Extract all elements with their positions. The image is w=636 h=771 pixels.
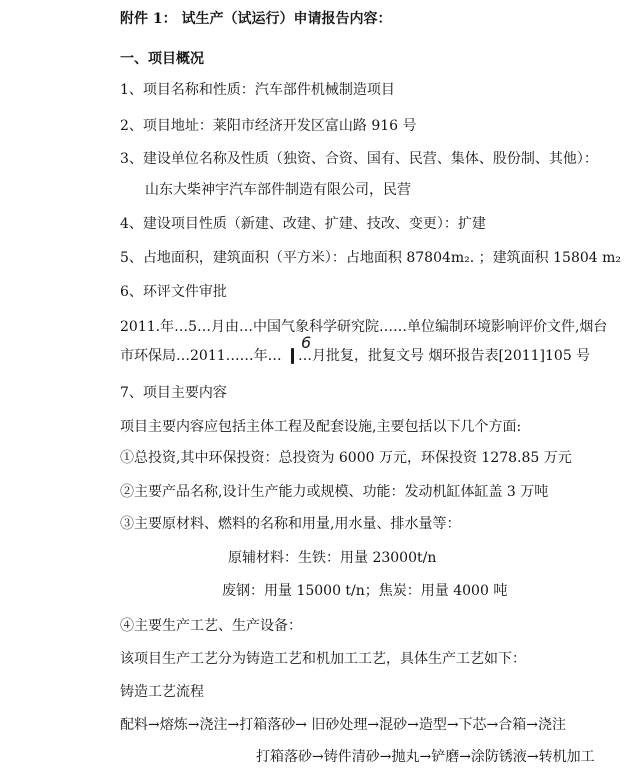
approval-line-2-start: 市环保局…2011……年… [120,348,282,364]
content-materials: ③主要原材料、燃料的名称和用量,用水量、排水量等： [120,516,461,532]
handwritten-mark [291,348,294,364]
item-area: 5、占地面积，建筑面积（平方米）：占地面积 87804m₂. ；建筑面积 15804 m₂ [120,250,622,266]
content-investment: ①总投资,其中环保投资：总投资为 6000 万元，环保投资 1278.85 万元 [120,450,572,466]
section-heading-project-overview: 一、项目概况 [120,51,204,67]
casting-flow-line-2: 打箱落砂→铸件清砂→抛丸→铲磨→涂防锈液→转机加工 [256,749,595,765]
item-project-type: 4、建设项目性质（新建、改建、扩建、技改、变更）：扩建 [120,216,486,232]
materials-line-2: 废钢：用量 15000 t/n；焦炭：用量 4000 吨 [222,583,508,599]
approval-line-1: 2011.年…5…月由…中国气象科学研究院……单位编制环境影响评价文件,烟台 [120,319,608,335]
casting-process-heading: 铸造工艺流程 [120,684,204,700]
approval-line-2-end: …月批复，批复文号 烟环报告表[2011]105 号 [298,348,591,364]
content-process-equipment: ④主要生产工艺、生产设备： [120,618,302,634]
item-project-name: 1、项目名称和性质：汽车部件机械制造项目 [120,82,395,98]
casting-flow-line-1: 配料→熔炼→浇注→打箱落砂→ 旧砂处理→混砂→造型→下芯→合箱→浇注 [120,717,567,733]
content-intro: 项目主要内容应包括主体工程及配套设施,主要包括以下几个方面: [120,419,522,435]
item-builder-nature: 3、建设单位名称及性质（独资、合资、国有、民营、集体、股份制、其他）： [120,151,598,167]
item-eia-approval: 6、环评文件审批 [120,284,227,300]
process-intro: 该项目生产工艺分为铸造工艺和机加工工艺，具体生产工艺如下： [120,651,526,667]
handwritten-month: 6 [301,333,312,352]
attachment-title: 附件 1： 试生产（试运行）申请报告内容： [120,11,392,27]
item-main-content: 7、项目主要内容 [120,385,227,401]
content-products: ②主要产品名称,设计生产能力或规模、功能：发动机缸体缸盖 3 万吨 [120,484,549,500]
item-builder-name: 山东大柴神宇汽车部件制造有限公司，民营 [145,182,411,198]
materials-line-1: 原辅材料：生铁：用量 23000t/n [228,550,437,566]
item-project-address: 2、项目地址：莱阳市经济开发区富山路 916 号 [120,118,417,134]
